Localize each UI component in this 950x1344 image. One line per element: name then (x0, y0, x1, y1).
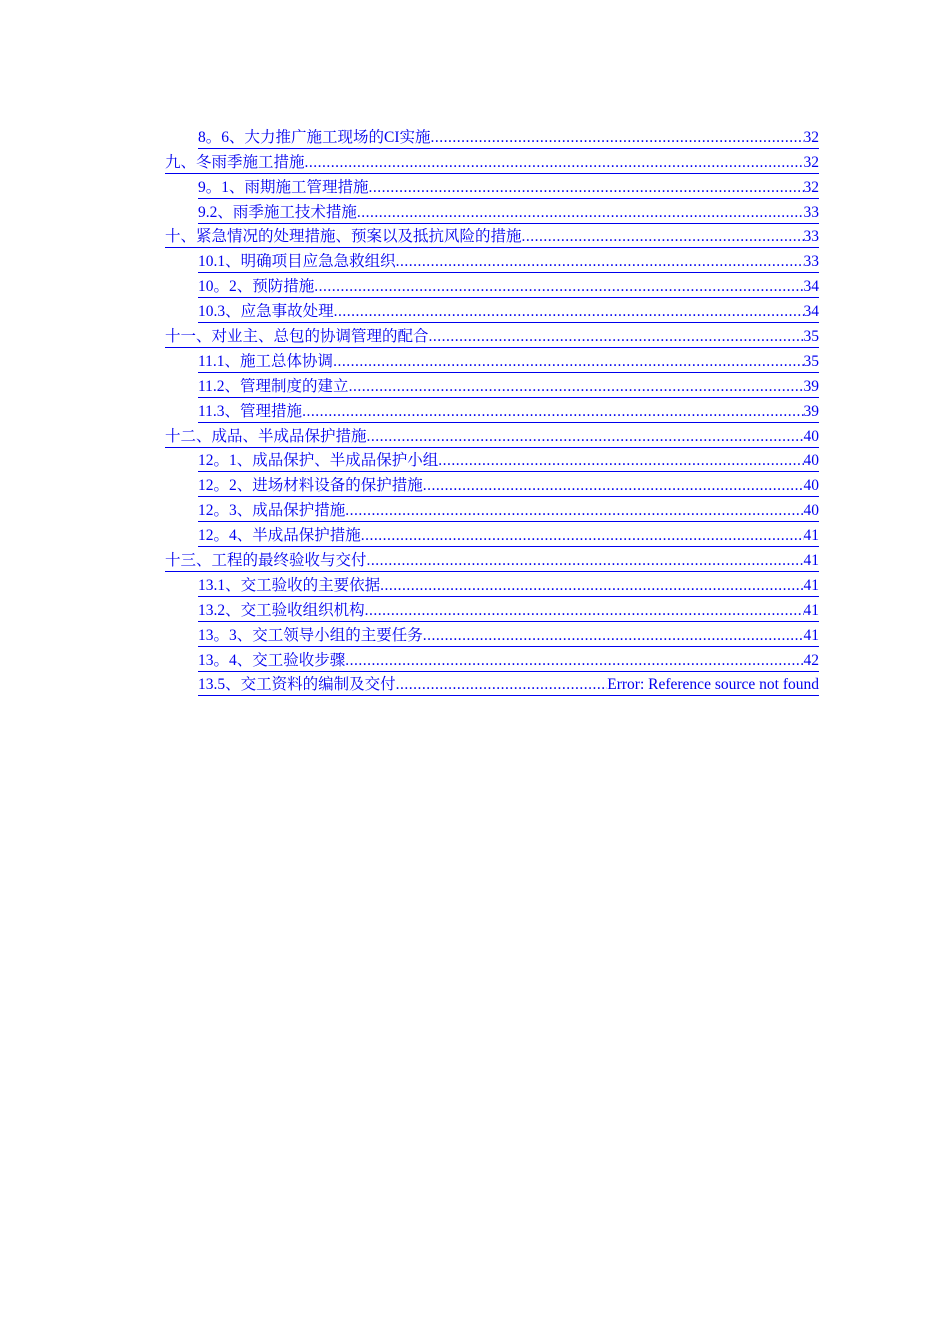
toc-page-number: 40 (803, 427, 819, 445)
toc-dot-leader (314, 277, 803, 297)
toc-page-number: 41 (803, 576, 819, 594)
toc-page-number: 32 (803, 153, 819, 171)
toc-link[interactable] (198, 298, 819, 323)
toc-entry-title: 13.2、交工验收组织机构 (198, 601, 365, 619)
toc-page-number: 42 (803, 651, 819, 669)
toc-dot-leader (367, 427, 804, 447)
toc-link[interactable] (198, 199, 819, 224)
toc-link[interactable] (198, 522, 819, 547)
toc-dot-leader (334, 302, 804, 322)
toc-dot-leader (396, 675, 608, 695)
toc-link[interactable] (198, 373, 819, 398)
toc-link[interactable] (198, 398, 819, 423)
toc-page-number: Error: Reference source not found (607, 676, 819, 694)
toc-entry-title: 十、紧急情况的处理措施、预案以及抵抗风险的措施 (165, 228, 522, 246)
toc-link[interactable] (198, 572, 819, 597)
toc-entry-title: 10.1、明确项目应急急救组织 (198, 253, 396, 271)
toc-page-number: 41 (803, 527, 819, 545)
toc-entry-title: 11.2、管理制度的建立 (198, 377, 349, 395)
toc-page-number: 40 (803, 502, 819, 520)
toc-link[interactable] (198, 472, 819, 497)
toc-entry-title: 12。2、进场材料设备的保护措施 (198, 477, 423, 495)
toc-link[interactable] (198, 348, 819, 373)
toc-entry-title: 12。1、成品保护、半成品保护小组 (198, 452, 439, 470)
toc-page-number: 35 (803, 352, 819, 370)
toc-link[interactable] (198, 622, 819, 647)
toc-link[interactable] (198, 497, 819, 522)
toc-page-number: 33 (803, 228, 819, 246)
toc-entry-title: 12。4、半成品保护措施 (198, 527, 361, 545)
toc-dot-leader (423, 626, 804, 646)
toc-page-number: 41 (803, 552, 819, 570)
table-of-contents (165, 124, 819, 696)
toc-page-number: 34 (803, 278, 819, 296)
toc-page-number: 39 (803, 402, 819, 420)
toc-entry-title: 11.3、管理措施 (198, 402, 303, 420)
toc-entry-title: 10.3、应急事故处理 (198, 303, 334, 321)
toc-page-number: 33 (803, 203, 819, 221)
toc-page-number: 41 (803, 601, 819, 619)
toc-link[interactable] (198, 248, 819, 273)
toc-entry-title: 十一、对业主、总包的协调管理的配合 (165, 328, 429, 346)
toc-dot-leader (333, 352, 803, 372)
toc-dot-leader (345, 501, 803, 521)
toc-entry-title: 9。1、雨期施工管理措施 (198, 178, 369, 196)
toc-entry-title: 13。3、交工领导小组的主要任务 (198, 626, 423, 644)
toc-link[interactable] (198, 448, 819, 473)
toc-page-number: 32 (803, 178, 819, 196)
toc-dot-leader (522, 227, 804, 247)
toc-link[interactable] (165, 423, 819, 448)
toc-page-number: 40 (803, 452, 819, 470)
toc-dot-leader (438, 451, 803, 471)
toc-dot-leader (302, 402, 803, 422)
toc-dot-leader (305, 153, 804, 173)
toc-page-number: 41 (803, 626, 819, 644)
toc-link[interactable] (165, 149, 819, 174)
toc-link[interactable] (198, 174, 819, 199)
toc-page-number: 32 (803, 128, 819, 146)
toc-link[interactable] (198, 124, 819, 149)
toc-entry-title: 10。2、预防措施 (198, 278, 315, 296)
toc-dot-leader (380, 576, 803, 596)
toc-entry-title: 13.1、交工验收的主要依据 (198, 576, 381, 594)
toc-dot-leader (345, 651, 803, 671)
toc-entry-title: 11.1、施工总体协调 (198, 352, 334, 370)
toc-link[interactable] (165, 224, 819, 249)
toc-dot-leader (396, 252, 804, 272)
toc-entry-title: 9.2、雨季施工技术措施 (198, 203, 357, 221)
toc-link[interactable] (198, 672, 819, 697)
toc-entry-title: 十三、工程的最终验收与交付 (165, 552, 367, 570)
toc-dot-leader (369, 178, 804, 198)
toc-entry-title: 十二、成品、半成品保护措施 (165, 427, 367, 445)
toc-entry-title: 8。6、大力推广施工现场的CI实施 (198, 128, 431, 146)
toc-page-number: 39 (803, 377, 819, 395)
toc-page-number: 35 (803, 328, 819, 346)
toc-link[interactable] (198, 597, 819, 622)
toc-dot-leader (349, 377, 804, 397)
toc-link[interactable] (198, 273, 819, 298)
toc-dot-leader (423, 476, 804, 496)
toc-link[interactable] (165, 547, 819, 572)
toc-dot-leader (429, 327, 804, 347)
toc-dot-leader (361, 526, 804, 546)
toc-entry-title: 九、冬雨季施工措施 (165, 153, 305, 171)
toc-entry-title: 12。3、成品保护措施 (198, 502, 346, 520)
toc-entry-title: 13。4、交工验收步骤 (198, 651, 346, 669)
toc-link[interactable] (165, 323, 819, 348)
toc-page-number: 40 (803, 477, 819, 495)
toc-dot-leader (431, 128, 804, 148)
toc-page-number: 34 (803, 303, 819, 321)
toc-dot-leader (357, 203, 804, 223)
toc-page-number: 33 (803, 253, 819, 271)
toc-entry-title: 13.5、交工资料的编制及交付 (198, 676, 396, 694)
toc-link[interactable] (198, 647, 819, 672)
toc-dot-leader (367, 551, 804, 571)
toc-dot-leader (365, 601, 804, 621)
